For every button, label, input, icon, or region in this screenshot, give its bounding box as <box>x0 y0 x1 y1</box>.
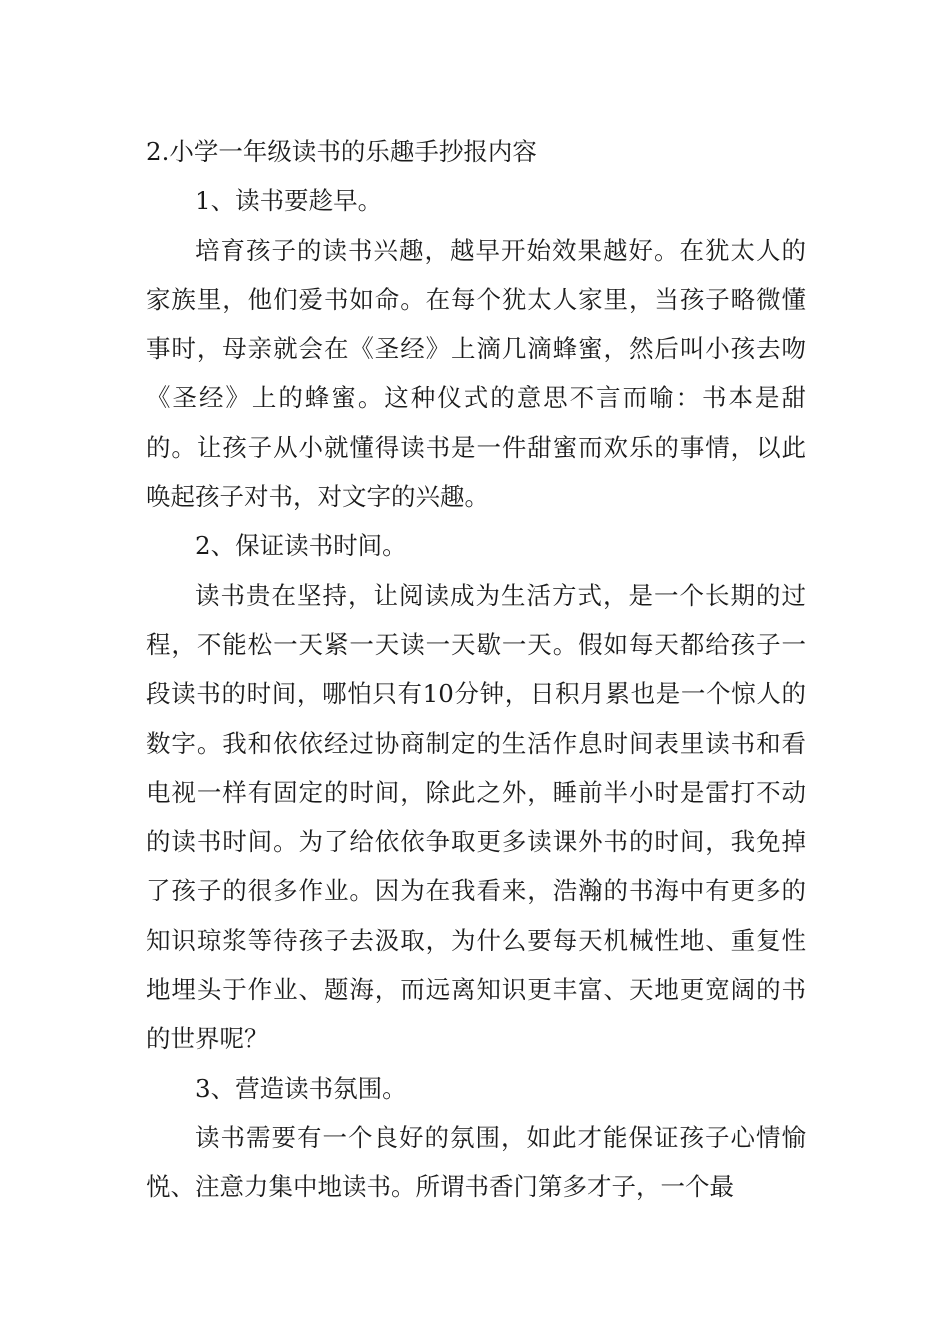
paragraph-3: 读书需要有一个良好的氛围，如此才能保证孩子心情愉悦、注意力集中地读书。所谓书香门第多才子，一个最 <box>146 1122 806 1202</box>
document-body <box>146 127 806 1212</box>
document-title: 2.小学一年级读书的乐趣手抄报内容 <box>146 137 537 166</box>
section-heading-1: 1、读书要趁早。 <box>195 186 383 216</box>
section-heading-2: 2、保证读书时间。 <box>195 531 407 561</box>
paragraph-1: 培育孩子的读书兴趣，越早开始效果越好。在犹太人的家族里，他们爱书如命。在每个犹太人家里，当孩子略微懂事时，母亲就会在《圣经》上滴几滴蜂蜜，然后叫小孩去吻《圣经》上的蜂蜜。这种仪式的意思不言而喻：书本是甜的。让孩子从小就懂得读书是一件甜蜜而欢乐的事情，以此唤起孩子对书，对文字的兴趣。 <box>146 235 806 512</box>
section-heading-3: 3、营造读书氛围。 <box>195 1073 407 1103</box>
paragraph-2: 读书贵在坚持，让阅读成为生活方式，是一个长期的过程，不能松一天紧一天读一天歇一天。假如每天都给孩子一段读书的时间，哪怕只有10分钟，日积月累也是一个惊人的数字。我和依依经过协商制定的生活作息时间表里读书和看电视一样有固定的时间，除此之外，睡前半小时是雷打不动的读书时间。为了给依依争取更多读课外书的时间，我免掉了孩子的很多作业。因为在我看来，浩瀚的书海中有更多的知识琼浆等待孩子去汲取，为什么要每天机械性地、重复性地埋头于作业、题海，而远离知识更丰富、天地更宽阔的书的世界呢？ <box>146 580 806 1054</box>
